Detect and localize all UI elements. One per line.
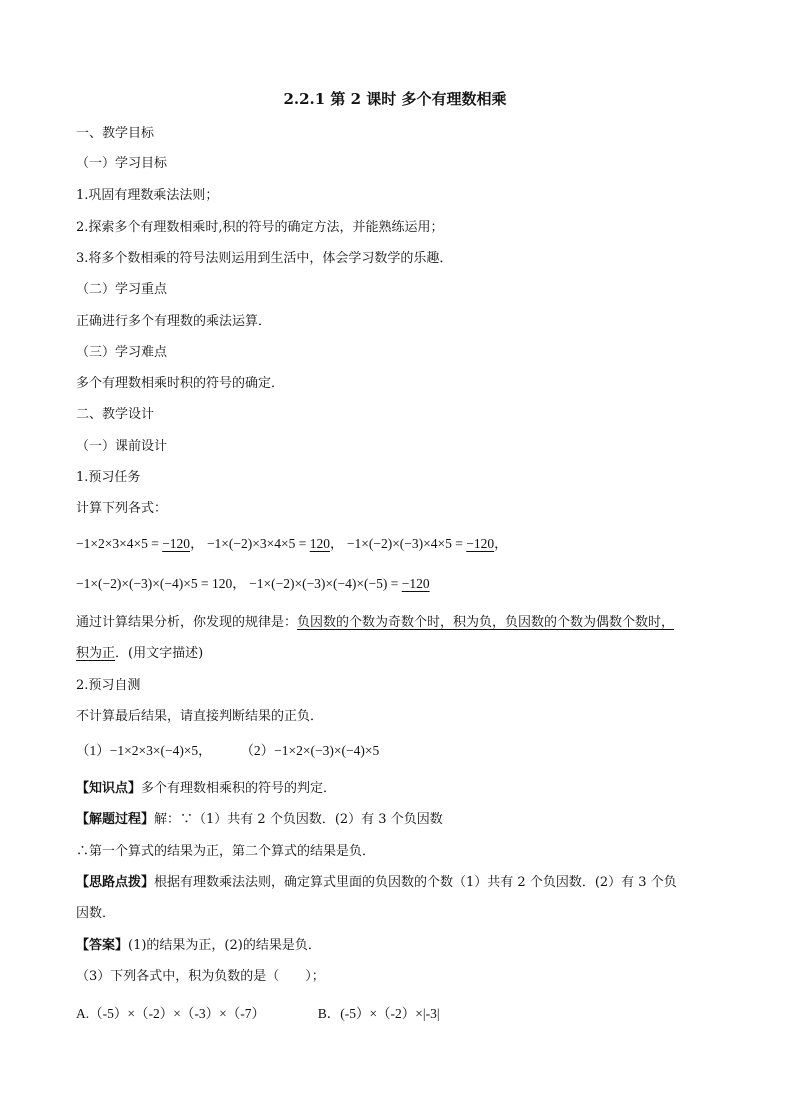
equation-3: −1×(−2)×(−3)×4×5 = xyxy=(346,536,467,551)
tips-text: 根据有理数乘法法则，确定算式里面的负因数的个数（1）共有 2 个负因数．(2）有 3 个负 xyxy=(154,875,677,890)
equation-row-1 xyxy=(76,534,508,554)
rule-line-1 xyxy=(76,613,674,633)
option-b: B．(-5）×（-2）×|-3| xyxy=(317,1006,440,1021)
equation-2: −1×(−2)×3×4×5 = xyxy=(206,536,310,551)
answer-text: (1)的结果为正，(2)的结果是负． xyxy=(128,938,321,953)
subheading-difficulty: （三）学习难点 xyxy=(76,345,168,360)
difficulty-text: 多个有理数相乘时积的符号的确定． xyxy=(76,376,285,391)
separator: ， xyxy=(232,576,246,591)
answer-5: −120 xyxy=(401,576,430,591)
goal-item-2: 2.探索多个有理数相乘时,积的符号的确定方法，并能熟练运用； xyxy=(76,220,444,235)
tips-continuation: 因数． xyxy=(76,906,116,921)
question-3: （3）下列各式中，积为负数的是（ ）； xyxy=(76,969,325,984)
rule-prefix: 通过计算结果分析，你发现的规律是： xyxy=(76,615,298,630)
rule-line-2 xyxy=(76,644,203,664)
page-title: 2.2.1 第 2 课时 多个有理数相乘 xyxy=(283,90,507,108)
rule-answer-part-1: 负因数的个数为奇数个时，积为负，负因数的个数为偶数个数时， xyxy=(297,615,675,630)
answer-section xyxy=(76,936,321,956)
equation-row-2 xyxy=(76,574,430,594)
solution-tag: 【解题过程】 xyxy=(76,812,155,827)
calc-intro: 计算下列各式： xyxy=(76,501,168,516)
rule-answer-part-2: 积为正 xyxy=(76,646,116,661)
question-1: （1）−1×2×3×(−4)×5， xyxy=(76,743,212,758)
task-heading-2: 2.预习自测 xyxy=(76,678,141,693)
option-a: A.（-5）×（-2）×（-3）×（-7） xyxy=(76,1006,265,1021)
solution-conclusion: ∴第一个算式的结果为正，第二个算式的结果是负． xyxy=(76,844,376,859)
goal-item-3: 3.将多个数相乘的符号法则运用到生活中，体会学习数学的乐趣． xyxy=(76,251,453,266)
answer-2: 120 xyxy=(309,536,330,551)
solution-process xyxy=(76,810,443,830)
focus-text: 正确进行多个有理数的乘法运算． xyxy=(76,314,272,329)
subheading-pre-class: （一）课前设计 xyxy=(76,439,168,454)
separator: ， xyxy=(494,536,508,551)
subheading-focus: （二）学习重点 xyxy=(76,282,168,297)
section-heading-objectives: 一、教学目标 xyxy=(76,126,155,141)
thinking-tips xyxy=(76,873,677,893)
answer-3: −120 xyxy=(466,536,495,551)
subheading-learning-goals: （一）学习目标 xyxy=(76,156,168,171)
answer-1: −120 xyxy=(162,536,191,551)
question-2: （2）−1×2×(−3)×(−4)×5 xyxy=(240,743,380,758)
separator: ， xyxy=(190,536,204,551)
answer-tag: 【答案】 xyxy=(76,938,129,953)
equation-4: −1×(−2)×(−3)×(−4)×5 = 120 xyxy=(76,576,233,591)
self-test-questions xyxy=(76,741,379,761)
task-heading-1: 1.预习任务 xyxy=(76,470,141,485)
question-intro: 不计算最后结果，请直接判断结果的正负． xyxy=(76,709,324,724)
solution-text: 解：∵（1）共有 2 个负因数．(2）有 3 个负因数 xyxy=(154,812,443,827)
knowledge-point xyxy=(76,779,336,799)
equation-1: −1×2×3×4×5 = xyxy=(76,536,163,551)
options-row xyxy=(76,1004,440,1024)
goal-item-1: 1.巩固有理数乘法法则； xyxy=(76,188,219,203)
separator: ， xyxy=(329,536,344,551)
rule-suffix: ．(用文字描述) xyxy=(115,646,204,661)
tips-tag: 【思路点拨】 xyxy=(76,875,155,890)
section-heading-design: 二、教学设计 xyxy=(76,407,155,422)
knowledge-tag: 【知识点】 xyxy=(76,781,142,796)
knowledge-text: 多个有理数相乘积的符号的判定． xyxy=(141,781,337,796)
equation-5: −1×(−2)×(−3)×(−4)×(−5) = xyxy=(249,576,402,591)
